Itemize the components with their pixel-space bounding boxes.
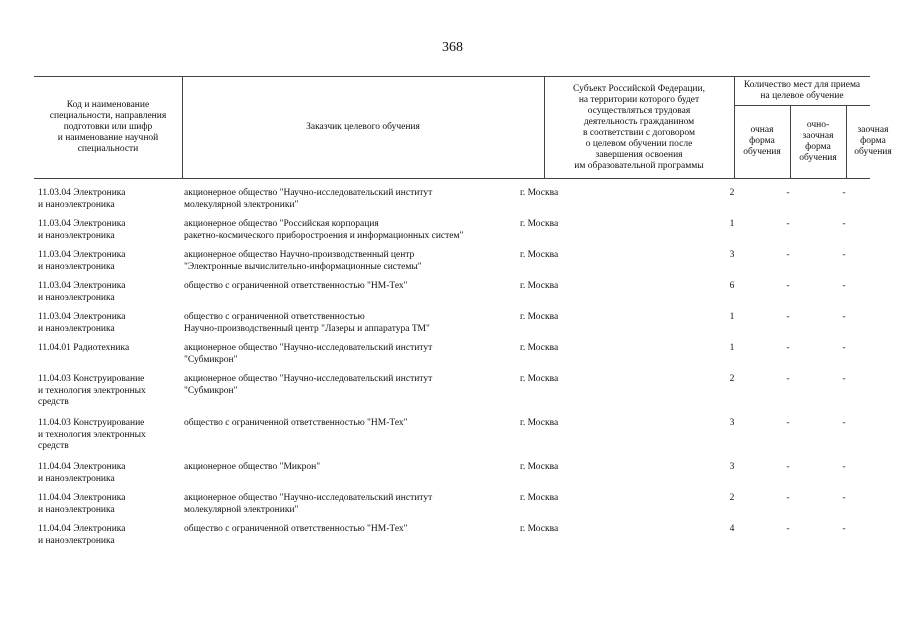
full-time-cell: 3: [729, 418, 735, 428]
header-part-time: очно- заочная форма обучения: [799, 119, 837, 163]
code-cell: 11.03.04 Электроника и наноэлектроника: [38, 281, 126, 303]
part-time-cell: -: [786, 281, 790, 291]
region-cell: г. Москва: [520, 462, 559, 472]
distance-cell: -: [842, 462, 846, 472]
part-time-cell: -: [786, 312, 790, 322]
customer-cell: акционерное общество "Научно-исследовательский институт молекулярной электроники": [184, 188, 433, 210]
customer-cell: акционерное общество "Российская корпорация ракетно-космического приборостроения и информационных систем": [184, 219, 464, 241]
full-time-cell: 2: [729, 374, 735, 384]
part-time-cell: -: [786, 418, 790, 428]
header-full-time: очная форма обучения: [743, 125, 781, 157]
header-distance: заочная форма обучения: [854, 125, 892, 157]
region-cell: г. Москва: [520, 374, 559, 384]
page-number: 368: [442, 40, 463, 55]
region-cell: г. Москва: [520, 343, 559, 353]
full-time-cell: 1: [729, 343, 735, 353]
distance-cell: -: [842, 281, 846, 291]
full-time-cell: 6: [729, 281, 735, 291]
region-cell: г. Москва: [520, 524, 559, 534]
distance-cell: -: [842, 374, 846, 384]
full-time-cell: 1: [729, 219, 735, 229]
part-time-cell: -: [786, 493, 790, 503]
code-cell: 11.03.04 Электроника и наноэлектроника: [38, 250, 126, 272]
code-cell: 11.04.03 Конструирование и технология электронных средств: [38, 374, 146, 407]
part-time-cell: -: [786, 250, 790, 260]
full-time-cell: 2: [729, 188, 735, 198]
full-time-cell: 4: [729, 524, 735, 534]
full-time-cell: 2: [729, 493, 735, 503]
part-time-cell: -: [786, 524, 790, 534]
code-cell: 11.03.04 Электроника и наноэлектроника: [38, 188, 126, 210]
part-time-cell: -: [786, 462, 790, 472]
full-time-cell: 3: [729, 462, 735, 472]
region-cell: г. Москва: [520, 219, 559, 229]
customer-cell: акционерное общество "Микрон": [184, 462, 321, 472]
code-cell: 11.04.03 Конструирование и технология электронных средств: [38, 418, 146, 451]
code-cell: 11.04.04 Электроника и наноэлектроника: [38, 524, 126, 546]
part-time-cell: -: [786, 219, 790, 229]
header-region: Субъект Российской Федерации, на территории которого будет осуществляться трудовая деятельность гражданином в соответствии с договором о целевом обучении после завершения освоения им образовательной программы: [573, 83, 705, 171]
distance-cell: -: [842, 219, 846, 229]
table-header: [34, 76, 892, 179]
region-cell: г. Москва: [520, 312, 559, 322]
customer-cell: общество с ограниченной ответственностью Научно-производственный центр "Лазеры и аппаратура ТМ": [184, 312, 430, 334]
header-customer: Заказчик целевого обучения: [306, 122, 420, 132]
distance-cell: -: [842, 493, 846, 503]
code-cell: 11.04.04 Электроника и наноэлектроника: [38, 493, 126, 515]
part-time-cell: -: [786, 374, 790, 384]
full-time-cell: 1: [729, 312, 735, 322]
part-time-cell: -: [786, 343, 790, 353]
distance-cell: -: [842, 343, 846, 353]
region-cell: г. Москва: [520, 250, 559, 260]
code-cell: 11.04.01 Радиотехника: [38, 343, 130, 353]
region-cell: г. Москва: [520, 493, 559, 503]
header-places: Количество мест для приема на целевое обучение: [743, 80, 861, 101]
customer-cell: акционерное общество "Научно-исследовательский институт молекулярной электроники": [184, 493, 433, 515]
distance-cell: -: [842, 250, 846, 260]
customer-cell: общество с ограниченной ответственностью "НМ-Тех": [184, 524, 408, 534]
full-time-cell: 3: [729, 250, 735, 260]
header-code: Код и наименование специальности, направления подготовки или шифр и наименование научной специальности: [49, 100, 167, 154]
customer-cell: акционерное общество "Научно-исследовательский институт "Субмикрон": [184, 374, 433, 396]
customer-cell: общество с ограниченной ответственностью "НМ-Тех": [184, 418, 408, 428]
region-cell: г. Москва: [520, 281, 559, 291]
customer-cell: общество с ограниченной ответственностью "НМ-Тех": [184, 281, 408, 291]
customer-cell: акционерное общество Научно-производственный центр "Электронные вычислительно-информационные системы": [184, 250, 422, 272]
code-cell: 11.04.04 Электроника и наноэлектроника: [38, 462, 126, 484]
distance-cell: -: [842, 188, 846, 198]
region-cell: г. Москва: [520, 188, 559, 198]
distance-cell: -: [842, 418, 846, 428]
region-cell: г. Москва: [520, 418, 559, 428]
distance-cell: -: [842, 312, 846, 322]
code-cell: 11.03.04 Электроника и наноэлектроника: [38, 312, 126, 334]
customer-cell: акционерное общество "Научно-исследовательский институт "Субмикрон": [184, 343, 433, 365]
distance-cell: -: [842, 524, 846, 534]
code-cell: 11.03.04 Электроника и наноэлектроника: [38, 219, 126, 241]
part-time-cell: -: [786, 188, 790, 198]
